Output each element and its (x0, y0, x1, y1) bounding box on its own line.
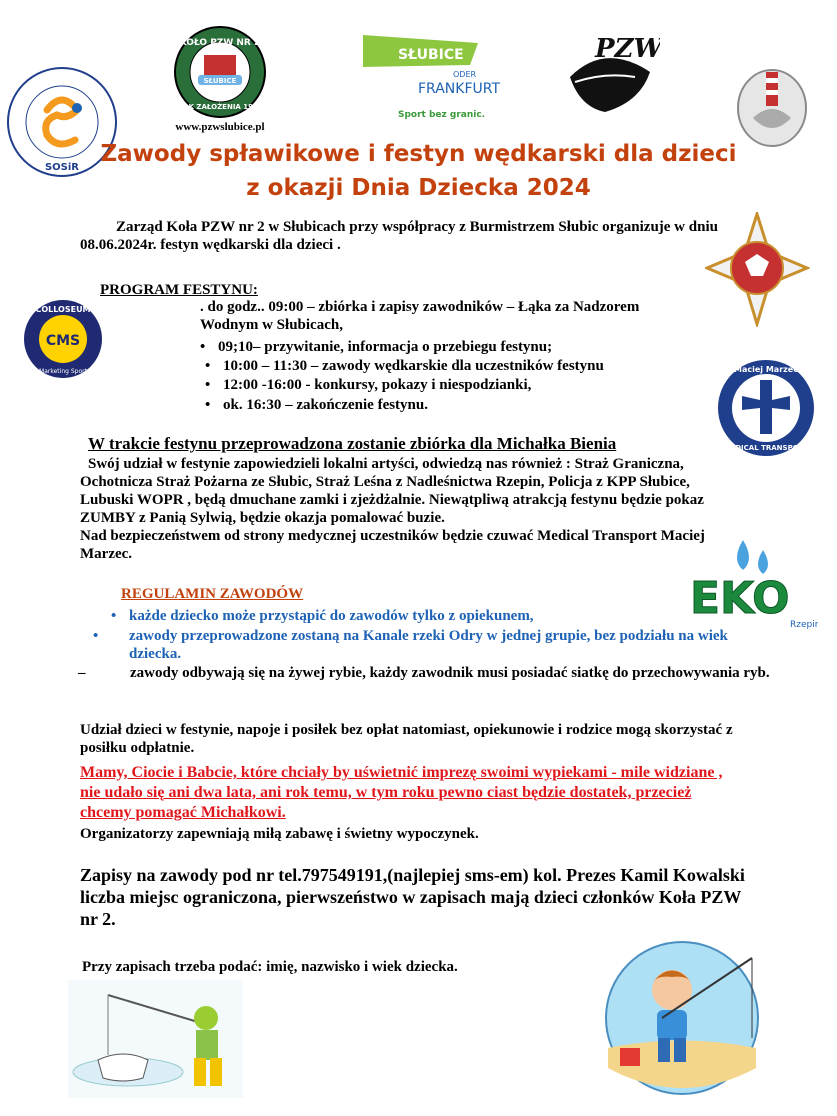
zbiorka-paragraph (80, 455, 745, 563)
program-item-text: 09;10– przywitanie, informacja o przebiegu festynu; (218, 339, 553, 355)
slubice-slogan: Sport bez granic. (398, 110, 486, 120)
pzw-kolo-bottom: ROK ZAŁOŻENIA 1973 (177, 103, 263, 111)
eko-text: EKO (690, 573, 790, 624)
program-first-text: . do godz.. 09:00 – zbiórka i zapisy zawodników – Łąka za Nadzorem Wodnym w Słubicach, (200, 299, 640, 333)
pzw-kolo-logo (160, 25, 285, 135)
program-item: • ok. 16:30 – zakończenie festynu. (205, 397, 428, 413)
zbiorka-medical: Nad bezpieczeństwem od strony medycznej uczestników będzie czuwać Medical Transport Maciej Marzec. (80, 528, 705, 562)
eagle-emblem (735, 66, 810, 148)
mamy-callout: Mamy, Ciocie i Babcie, które chciały by uświetnić imprezę swoimi wypiekami - mile widziane , nie udało się ani dwa lata, ani rok temu, w tym roku pewno ciast będzie dostatek, przecież chcemy pomagać Michałkowi. (80, 764, 723, 821)
title-line-2: z okazji Dnia Dziecka 2024 (246, 175, 591, 201)
regulamin-item: • zawody przeprowadzone zostaną na Kanale rzeki Odry w jednej grupie, bez podziału na wiek dziecka. (93, 628, 728, 662)
colosseum-ring: COLLOSEUM (35, 305, 91, 314)
regulamin-item: • każde dziecko może przystąpić do zawodów tylko z opiekunem, (111, 608, 534, 624)
zapisy-line-2: liczba miejsc ograniczona, pierwszeństwo w zapisach mają dzieci członków Koła PZW nr 2. (80, 887, 742, 929)
fishing-boy-sketch (68, 980, 243, 1098)
eko-sub: Rzepin (790, 620, 818, 630)
intro-text: Zarząd Koła PZW nr 2 w Słubicach przy współpracy z Burmistrzem Słubic organizuje w dniu 08.06.2024r. festyn wędkarski dla dzieci . (80, 219, 718, 253)
document-title (0, 137, 837, 205)
colosseum-logo (22, 298, 104, 380)
regulamin-item: – zawody odbywają się na żywej rybie, każdy zawodnik musi posiadać siatkę do przechowywania ryb. (78, 665, 770, 681)
slubice-frankfurt: FRANKFURT (418, 81, 501, 97)
fishing-boy-cartoon (602, 938, 762, 1098)
slubice-name: SŁUBICE (398, 47, 464, 63)
program-item-first (200, 298, 700, 334)
marzec-bottom: MEDICAL TRANSPORT (723, 444, 809, 452)
regulamin-item-text: każde dziecko może przystąpić do zawodów tylko z opiekunem, (129, 608, 534, 624)
marzec-top: Maciej Marzec (734, 365, 798, 374)
zbiorka-body: Swój udział w festynie zapowiedzieli lokalni artyści, odwiedzą nas również : Straż Graniczna, Ochotnicza Straż Pożarna ze Słubic, Straż Leśna z Nadleśnictwa Rzepin, Policja z KPP Słubice, Lubuski WOPR , będą dmuchane zamki i zjeżdżalnie. Niewątpliwą atrakcją festynu będzie pokaz ZUMBY z Panią Sylwią, będzie okazja pomalować buzie. (80, 456, 704, 526)
program-heading (80, 281, 258, 299)
medical-transport-logo (716, 352, 816, 464)
slubice-oder: ODER (453, 70, 477, 79)
colosseum-mono: CMS (45, 333, 81, 349)
zapisy-block (80, 864, 760, 930)
regulamin-heading: REGULAMIN ZAWODÓW (121, 586, 304, 602)
program-item-text: 12:00 -16:00 - konkursy, pokazy i niespodzianki, (223, 377, 532, 393)
sosir-name: SOSiR (44, 162, 80, 173)
program-item-text: 10:00 – 11:30 – zawody wędkarskie dla uczestników festynu (223, 358, 604, 374)
regulamin-item-text: zawody przeprowadzone zostaną na Kanale rzeki Odry w jednej grupie, bez podziału na wiek dziecka. (129, 628, 728, 662)
program-item: • 12:00 -16:00 - konkursy, pokazy i niespodzianki, (205, 377, 532, 393)
slubice-logo (358, 25, 508, 125)
pzw-kolo-url: www.pzwslubice.pl (175, 121, 265, 133)
colosseum-bottom: Marketing Sport (39, 368, 87, 375)
program-item: • 10:00 – 11:30 – zawody wędkarskie dla uczestników festynu (205, 358, 604, 374)
pzw-logo (565, 22, 660, 117)
program-heading-text: PROGRAM FESTYNU: (100, 282, 258, 298)
organizatorzy-text: Organizatorzy zapewniają miłą zabawę i świetny wypoczynek. (80, 826, 479, 842)
regulamin-item-text: zawody odbywają się na żywej rybie, każdy zawodnik musi posiadać siatkę do przechowywania ryb. (130, 665, 770, 681)
pzw-text: PZW (595, 34, 660, 64)
program-item-text: ok. 16:30 – zakończenie festynu. (223, 397, 428, 413)
zapisy-line-3: Przy zapisach trzeba podać: imię, nazwisko i wiek dziecka. (82, 959, 458, 975)
intro-paragraph (80, 218, 740, 254)
udzial-paragraph: Udział dzieci w festynie, napoje i posiłek bez opłat natomiast, opiekunowie i rodzice mogą skorzystać z posiłku odpłatnie. (80, 722, 733, 756)
title-line-1: Zawody spławikowe i festyn wędkarski dla dzieci (100, 141, 737, 167)
zbiorka-heading: W trakcie festynu przeprowadzona zostanie zbiórka dla Michałka Bienia (88, 434, 617, 453)
pzw-kolo-top: KOŁO PZW NR 2 (179, 38, 261, 48)
program-item: • 09;10– przywitanie, informacja o przebiegu festynu; (200, 339, 553, 355)
zapisy-line-1: Zapisy na zawody pod nr tel.797549191,(najlepiej sms-em) kol. Prezes Kamil Kowalski (80, 865, 745, 885)
pzw-kolo-town: SŁUBICE (203, 77, 237, 85)
